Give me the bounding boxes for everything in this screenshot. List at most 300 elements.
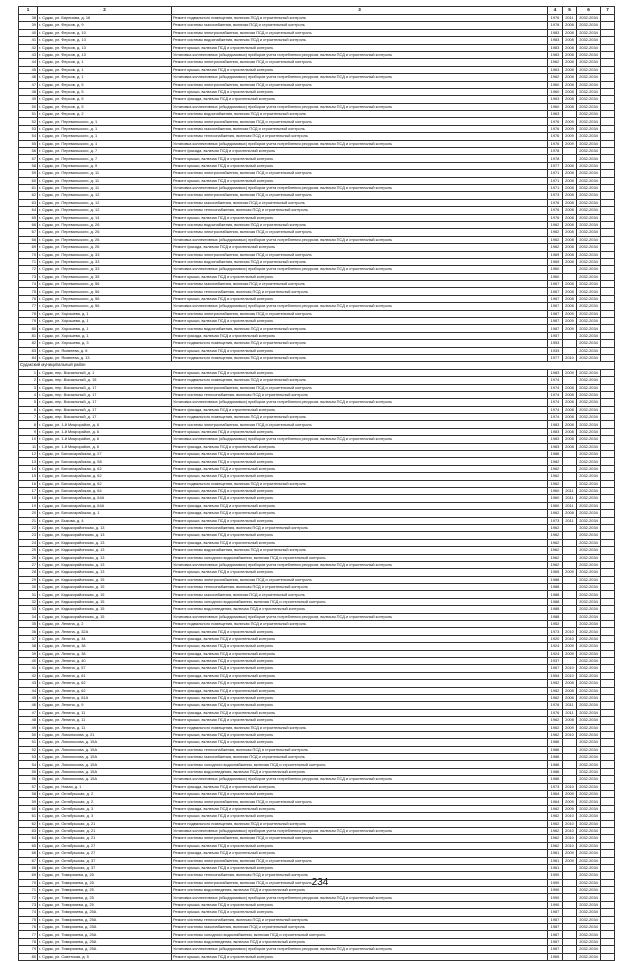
table-cell <box>563 909 577 916</box>
table-cell: 1974 <box>548 414 563 421</box>
table-cell: 2032-2034 <box>577 81 601 88</box>
table-cell: 2032-2034 <box>577 103 601 110</box>
table-cell: 2009 <box>563 791 577 798</box>
table-cell: 2032-2034 <box>577 458 601 465</box>
table-cell: Установка коллективных (общедомовых) приборов учета потребления ресурсов, включая ПСД и строительный контроль <box>172 74 548 81</box>
table-cell: г. Судак, ул. Перевальского, д. 56 <box>38 295 172 302</box>
table-cell <box>601 177 615 184</box>
table-cell: 2032-2034 <box>577 746 601 753</box>
table-row <box>19 635 615 642</box>
table-cell <box>601 916 615 923</box>
table-cell: 2008 <box>563 443 577 450</box>
table-cell: г. Судак, ул. Октябрьская, д. 3 <box>38 805 172 812</box>
table-cell: 1924 <box>548 643 563 650</box>
table-cell: 1962 <box>548 221 563 228</box>
table-cell <box>601 251 615 258</box>
table-row <box>19 148 615 155</box>
column-header: 4 <box>548 7 563 15</box>
table-cell <box>563 924 577 931</box>
table-cell: 2008 <box>563 391 577 398</box>
table-cell: 49 <box>19 724 38 731</box>
table-cell: 2032-2034 <box>577 591 601 598</box>
table-cell: 1962 <box>548 694 563 701</box>
table-cell: Ремонт системы электроснабжения, включая ПСД и строительный контроль <box>172 170 548 177</box>
table-row <box>19 931 615 938</box>
table-cell: 2008 <box>563 680 577 687</box>
table-cell: г. Судак, ул. Ферсов, д. 13 <box>38 37 172 44</box>
table-cell <box>601 672 615 679</box>
table-cell: 7 <box>19 414 38 421</box>
table-cell: г. Судак, ул. Ломоносова, д. 15А <box>38 776 172 783</box>
table-cell: Ремонт крыши, включая ПСД и строительный контроль <box>172 739 548 746</box>
table-cell <box>601 606 615 613</box>
table-cell: 1978 <box>548 148 563 155</box>
table-cell: Ремонт крыши, включая ПСД и строительный контроль <box>172 44 548 51</box>
table-cell: Ремонт крыши, включая ПСД и строительный контроль <box>172 657 548 664</box>
table-cell: 2032-2034 <box>577 44 601 51</box>
table-cell: 1960 <box>548 88 563 95</box>
table-row <box>19 783 615 790</box>
table-cell: 77 <box>19 931 38 938</box>
table-cell: 1987 <box>548 946 563 953</box>
table-cell <box>601 37 615 44</box>
table-cell: 2010 <box>563 783 577 790</box>
table-cell <box>601 273 615 280</box>
table-cell: 2032-2034 <box>577 569 601 576</box>
table-cell: 2009 <box>563 857 577 864</box>
table-cell: 2032-2034 <box>577 473 601 480</box>
table-row <box>19 694 615 701</box>
table-row <box>19 916 615 923</box>
table-cell: Ремонт системы электроснабжения, включая ПСД и строительный контроль <box>172 251 548 258</box>
table-cell: 2032-2034 <box>577 894 601 901</box>
table-row <box>19 111 615 118</box>
table-cell: 67 <box>19 229 38 236</box>
table-cell: 2032-2034 <box>577 643 601 650</box>
table-cell: 74 <box>19 281 38 288</box>
table-cell: 1986 <box>548 739 563 746</box>
table-cell: 2032-2034 <box>577 495 601 502</box>
table-cell: 32 <box>19 598 38 605</box>
table-cell: 2032-2034 <box>577 724 601 731</box>
table-cell <box>601 901 615 908</box>
table-cell: 1953 <box>548 340 563 347</box>
table-cell: 1987 <box>548 325 563 332</box>
table-cell: г. Судак, ул. Перевальского, д. 1 <box>38 140 172 147</box>
table-cell: 1988 <box>548 591 563 598</box>
table-cell: Ремонт системы электроснабжения, включая ПСД и строительный контроль <box>172 879 548 886</box>
table-cell: г. Судак, ул. Кадыкорайонская, д. 15 <box>38 598 172 605</box>
table-cell <box>601 539 615 546</box>
table-cell: 2008 <box>563 258 577 265</box>
table-cell <box>601 443 615 450</box>
table-cell: 48 <box>19 717 38 724</box>
table-cell <box>601 820 615 827</box>
table-cell <box>601 680 615 687</box>
table-cell: 2032-2034 <box>577 584 601 591</box>
table-cell: 2008 <box>563 29 577 36</box>
table-cell: 2009 <box>563 569 577 576</box>
table-cell <box>601 59 615 66</box>
table-cell: г. Судак, ул. Ферсов, д. 1 <box>38 66 172 73</box>
table-cell: 1960 <box>548 266 563 273</box>
table-row <box>19 576 615 583</box>
table-cell <box>601 29 615 36</box>
table-cell: 2008 <box>563 295 577 302</box>
table-row <box>19 924 615 931</box>
table-cell <box>601 229 615 236</box>
table-cell: 1990 <box>548 887 563 894</box>
column-header: 6 <box>577 7 601 15</box>
table-cell: г. Судак, ул. Яковлева, д. 6 <box>38 347 172 354</box>
table-cell: 2032-2034 <box>577 133 601 140</box>
table-cell: г. Судак, ул. 1-й Микрорайон, д. 6 <box>38 436 172 443</box>
table-cell: г. Судак, ул. Октябрьская, д. 27 <box>38 850 172 857</box>
table-cell: г. Судак, ул. Кадыкорайонская, д. 13 <box>38 532 172 539</box>
table-cell: 42 <box>19 672 38 679</box>
table-cell: 2032-2034 <box>577 192 601 199</box>
table-cell: г. Судак, ул. Ломоносова, д. 15А <box>38 754 172 761</box>
table-cell: Ремонт крыши, включая ПСД и строительный контроль <box>172 155 548 162</box>
table-cell <box>563 864 577 871</box>
table-cell: г. Судак, пер. Вокзальный, д. 17 <box>38 414 172 421</box>
table-cell: 44 <box>19 687 38 694</box>
table-cell: г. Судак, ул. Перевальского, д. 7 <box>38 155 172 162</box>
table-cell <box>601 598 615 605</box>
table-cell: 74 <box>19 909 38 916</box>
table-cell: Ремонт крыши, включая ПСД и строительный контроль <box>172 66 548 73</box>
table-cell: 50 <box>19 103 38 110</box>
table-cell: г. Судак, пер. Вокзальный, д. 17 <box>38 406 172 413</box>
table-cell <box>601 835 615 842</box>
table-cell: г. Судак, ул. Бахчисарайская, д. 62 <box>38 473 172 480</box>
table-cell <box>601 244 615 251</box>
table-cell: 1974 <box>548 399 563 406</box>
table-cell: 2008 <box>563 192 577 199</box>
table-cell: 1981 <box>548 850 563 857</box>
table-cell: Ремонт системы водоотведения, включая ПСД и строительный контроль <box>172 938 548 945</box>
table-cell: Установка коллективных (общедомовых) приборов учета потребления ресурсов, включая ПСД и строительный контроль <box>172 436 548 443</box>
table-row <box>19 325 615 332</box>
table-cell: 80 <box>19 325 38 332</box>
table-cell: 2009 <box>563 118 577 125</box>
table-cell: г. Судак, ул. Ленина, д. 11 <box>38 717 172 724</box>
table-cell: 2009 <box>563 850 577 857</box>
table-cell: 1976 <box>548 207 563 214</box>
table-cell: г. Судак, ул. Тимирязева, д. 25А <box>38 946 172 953</box>
table-cell: г. Судак, ул. Ломоносова, д. 15А <box>38 746 172 753</box>
table-cell <box>563 473 577 480</box>
table-cell: г. Судак, ул. Перевальского, д. 26 <box>38 221 172 228</box>
table-cell <box>563 621 577 628</box>
table-cell: 1987 <box>548 909 563 916</box>
table-cell <box>601 635 615 642</box>
table-cell: 3 <box>19 384 38 391</box>
table-cell: г. Судак, ул. Перевальского, д. 26 <box>38 236 172 243</box>
table-cell: 2009 <box>563 724 577 731</box>
table-cell: Ремонт крыши, включая ПСД и строительный контроль <box>172 665 548 672</box>
table-cell: 36 <box>19 628 38 635</box>
table-cell: г. Судак, ул. Перевальского, д. 12 <box>38 207 172 214</box>
table-cell <box>563 480 577 487</box>
table-row <box>19 613 615 620</box>
table-cell: 51 <box>19 111 38 118</box>
table-cell: 1963 <box>548 111 563 118</box>
table-cell <box>601 384 615 391</box>
table-cell <box>563 953 577 960</box>
table-cell: 2032-2034 <box>577 199 601 206</box>
table-cell: 2008 <box>563 236 577 243</box>
table-cell: 2032-2034 <box>577 125 601 132</box>
table-cell: 2032-2034 <box>577 318 601 325</box>
table-cell: Ремонт крыши, включая ПСД и строительный контроль <box>172 458 548 465</box>
table-cell: г. Судак, ул. Хорошева, д. 1 <box>38 318 172 325</box>
table-cell: г. Судак, ул. Ленина, д. 9 <box>38 702 172 709</box>
table-cell <box>601 657 615 664</box>
table-cell: г. Судак, ул. Ломоносова, д. 15А <box>38 739 172 746</box>
table-cell: 1976 <box>548 133 563 140</box>
table-cell: Ремонт системы теплоснабжения, включая ПСД и строительный контроль <box>172 916 548 923</box>
table-row <box>19 776 615 783</box>
table-cell <box>601 303 615 310</box>
table-cell <box>601 22 615 29</box>
table-cell: г. Судак, ул. Бахчисарайская, д. 1 <box>38 510 172 517</box>
table-row <box>19 813 615 820</box>
table-cell: Ремонт системы холодного водоснабжения, включая ПСД и строительный контроль <box>172 598 548 605</box>
table-cell: 2008 <box>563 214 577 221</box>
table-cell: 1962 <box>548 827 563 834</box>
table-cell: 57 <box>19 783 38 790</box>
table-cell: г. Судак, ул. Перевальского, д. 11 <box>38 177 172 184</box>
table-cell: Ремонт крыши, включая ПСД и строительный контроль <box>172 488 548 495</box>
table-cell: г. Судак, ул. 1-й Микрорайон, д. 6 <box>38 443 172 450</box>
table-cell: 1962 <box>548 717 563 724</box>
table-row <box>19 524 615 531</box>
table-cell: Ремонт крыши, включая ПСД и строительный контроль <box>172 901 548 908</box>
table-cell: 1962 <box>548 805 563 812</box>
table-cell <box>563 561 577 568</box>
table-cell: 2008 <box>563 207 577 214</box>
table-cell: 84 <box>19 354 38 361</box>
table-cell: 1977 <box>548 354 563 361</box>
table-row <box>19 66 615 73</box>
table-cell <box>563 613 577 620</box>
table-row <box>19 458 615 465</box>
table-cell: Ремонт подвального помещения, включая ПСД и строительный контроль <box>172 340 548 347</box>
table-cell: Установка коллективных (общедомовых) приборов учета потребления ресурсов, включая ПСД и строительный контроль <box>172 140 548 147</box>
table-row <box>19 857 615 864</box>
table-cell: 1962 <box>548 539 563 546</box>
table-row <box>19 428 615 435</box>
table-cell <box>601 554 615 561</box>
table-cell: 9 <box>19 428 38 435</box>
table-cell: 2008 <box>563 251 577 258</box>
table-cell: 2009 <box>563 318 577 325</box>
table-cell: 2009 <box>563 369 577 376</box>
table-cell: Ремонт крыши, включая ПСД и строительный контроль <box>172 428 548 435</box>
table-cell: Ремонт крыши, включая ПСД и строительный контроль <box>172 473 548 480</box>
table-cell: Установка коллективных (общедомовых) приборов учета потребления ресурсов, включая ПСД и строительный контроль <box>172 894 548 901</box>
table-row <box>19 170 615 177</box>
table-cell: Ремонт подвального помещения, включая ПСД и строительный контроль <box>172 414 548 421</box>
table-row <box>19 598 615 605</box>
table-cell: 2032-2034 <box>577 835 601 842</box>
table-cell: 1952 <box>548 621 563 628</box>
table-cell: Ремонт фасада, включая ПСД и строительный контроль <box>172 148 548 155</box>
table-cell: 1988 <box>548 613 563 620</box>
table-cell: Ремонт системы теплоснабжения, включая ПСД и строительный контроль <box>172 288 548 295</box>
table-cell <box>563 584 577 591</box>
table-cell: г. Судак, ул. Кадыкорайонская, д. 13 <box>38 547 172 554</box>
table-body-before <box>19 15 615 362</box>
table-cell <box>563 266 577 273</box>
table-row <box>19 791 615 798</box>
table-cell <box>601 148 615 155</box>
table-cell: 2008 <box>563 59 577 66</box>
table-cell: 2032-2034 <box>577 887 601 894</box>
table-cell: 47 <box>19 709 38 716</box>
table-cell: 2032-2034 <box>577 820 601 827</box>
table-cell: Ремонт системы водоснабжения, включая ПСД и строительный контроль <box>172 258 548 265</box>
table-cell: 54 <box>19 133 38 140</box>
table-cell: 63 <box>19 827 38 834</box>
table-cell <box>601 480 615 487</box>
table-cell: 76 <box>19 924 38 931</box>
table-cell: 1967 <box>548 295 563 302</box>
table-cell: г. Судак, ул. Хорошева, д. 1 <box>38 325 172 332</box>
table-cell: 45 <box>19 66 38 73</box>
table-cell: 68 <box>19 236 38 243</box>
table-cell: 2008 <box>563 384 577 391</box>
table-cell: г. Судак, ул. Ферсов, д. 9 <box>38 22 172 29</box>
table-cell: Ремонт крыши, включая ПСД и строительный контроль <box>172 702 548 709</box>
table-cell: 73 <box>19 273 38 280</box>
table-cell: 2010 <box>563 628 577 635</box>
table-cell <box>601 377 615 384</box>
table-cell: 1962 <box>548 731 563 738</box>
table-cell: 1986 <box>548 754 563 761</box>
table-cell: 1962 <box>548 510 563 517</box>
table-cell: 2032-2034 <box>577 938 601 945</box>
table-row <box>19 621 615 628</box>
table-cell <box>601 66 615 73</box>
table-cell: 2032-2034 <box>577 532 601 539</box>
table-cell <box>601 561 615 568</box>
table-cell: 2032-2034 <box>577 51 601 58</box>
table-cell: Ремонт системы электроснабжения, включая ПСД и строительный контроль <box>172 192 548 199</box>
table-cell <box>601 436 615 443</box>
table-cell <box>601 111 615 118</box>
table-row <box>19 177 615 184</box>
table-cell: Ремонт фасада, включая ПСД и строительный контроль <box>172 805 548 812</box>
table-cell: 2032-2034 <box>577 665 601 672</box>
table-cell: Ремонт подвального помещения, включая ПСД и строительный контроль <box>172 724 548 731</box>
table-cell: Ремонт системы холодного водоснабжения, включая ПСД и строительный контроль <box>172 554 548 561</box>
table-cell: 2032-2034 <box>577 229 601 236</box>
table-cell: 2032-2034 <box>577 295 601 302</box>
table-cell: Установка коллективных (общедомовых) приборов учета потребления ресурсов, включая ПСД и строительный контроль <box>172 399 548 406</box>
table-cell: 1920 <box>548 635 563 642</box>
table-cell: г. Судак, ул. Ленина, д. 38 <box>38 650 172 657</box>
table-cell: Ремонт подвального помещения, включая ПСД и строительный контроль <box>172 621 548 628</box>
table-cell: 1962 <box>548 74 563 81</box>
table-cell: Ремонт фасада, включая ПСД и строительный контроль <box>172 510 548 517</box>
table-cell: 2008 <box>563 436 577 443</box>
column-header: 2 <box>38 7 172 15</box>
table-cell: 1981 <box>548 857 563 864</box>
table-cell: г. Судак, ул. Хорошева, д. 1 <box>38 310 172 317</box>
table-cell: Ремонт подвального помещения, включая ПСД и строительный контроль <box>172 354 548 361</box>
table-cell: 2032-2034 <box>577 236 601 243</box>
table-cell <box>601 894 615 901</box>
table-cell: 1988 <box>548 598 563 605</box>
table-cell: 1962 <box>548 59 563 66</box>
table-cell: 1976 <box>548 125 563 132</box>
table-cell: 1987 <box>548 938 563 945</box>
table-cell: 2010 <box>563 354 577 361</box>
column-header: 7 <box>601 7 615 15</box>
table-cell: 1983 <box>548 443 563 450</box>
table-cell: г. Судак, ул. Ломоносова, д. 15А <box>38 768 172 775</box>
table-cell: 1962 <box>548 236 563 243</box>
table-cell: 1990 <box>548 872 563 879</box>
table-cell <box>601 465 615 472</box>
table-cell <box>601 15 615 22</box>
table-cell: 2032-2034 <box>577 798 601 805</box>
table-cell: 1957 <box>548 332 563 339</box>
table-cell: г. Судак, ул. Перевальского, д. 12 <box>38 199 172 206</box>
table-cell <box>601 488 615 495</box>
table-cell: 2032-2034 <box>577 901 601 908</box>
table-cell: 75 <box>19 288 38 295</box>
table-row <box>19 717 615 724</box>
table-row <box>19 539 615 546</box>
table-cell: 2032-2034 <box>577 909 601 916</box>
table-cell: 2008 <box>563 717 577 724</box>
table-cell: г. Судак, ул. Ферсов, д. 1 <box>38 74 172 81</box>
table-cell: 66 <box>19 221 38 228</box>
table-cell: Ремонт системы электроснабжения, включая ПСД и строительный контроль <box>172 81 548 88</box>
table-cell: 1960 <box>548 273 563 280</box>
table-row <box>19 266 615 273</box>
table-cell: 18 <box>19 495 38 502</box>
table-cell: Установка коллективных (общедомовых) приборов учета потребления ресурсов, включая ПСД и строительный контроль <box>172 613 548 620</box>
table-cell: 64 <box>19 207 38 214</box>
table-cell: Ремонт фасада, включая ПСД и строительный контроль <box>172 443 548 450</box>
table-cell: 2032-2034 <box>577 709 601 716</box>
table-row <box>19 451 615 458</box>
table-row <box>19 236 615 243</box>
table-cell: 1971 <box>548 177 563 184</box>
table-cell: Ремонт системы газоснабжения, включая ПСД и строительный контроль <box>172 199 548 206</box>
table-cell: 1965 <box>548 569 563 576</box>
table-cell: 2032-2034 <box>577 414 601 421</box>
table-cell: 77 <box>19 303 38 310</box>
table-cell: г. Судак, ул. Кадыкорайонская, д. 13 <box>38 554 172 561</box>
table-cell: 12 <box>19 451 38 458</box>
table-cell: 39 <box>19 650 38 657</box>
table-cell <box>563 547 577 554</box>
table-cell: 1987 <box>548 318 563 325</box>
table-cell: Ремонт системы электроснабжения, включая ПСД и строительный контроль <box>172 229 548 236</box>
table-cell <box>601 495 615 502</box>
table-cell: Установка коллективных (общедомовых) приборов учета потребления ресурсов, включая ПСД и строительный контроль <box>172 236 548 243</box>
table-cell <box>601 576 615 583</box>
table-row <box>19 421 615 428</box>
table-cell: Ремонт системы теплоснабжения, включая ПСД и строительный контроль <box>172 584 548 591</box>
table-cell: г. Судак, ул. Советская, д. 5 <box>38 953 172 960</box>
table-cell: г. Судак, ул. Кадыкорайонская, д. 15 <box>38 606 172 613</box>
